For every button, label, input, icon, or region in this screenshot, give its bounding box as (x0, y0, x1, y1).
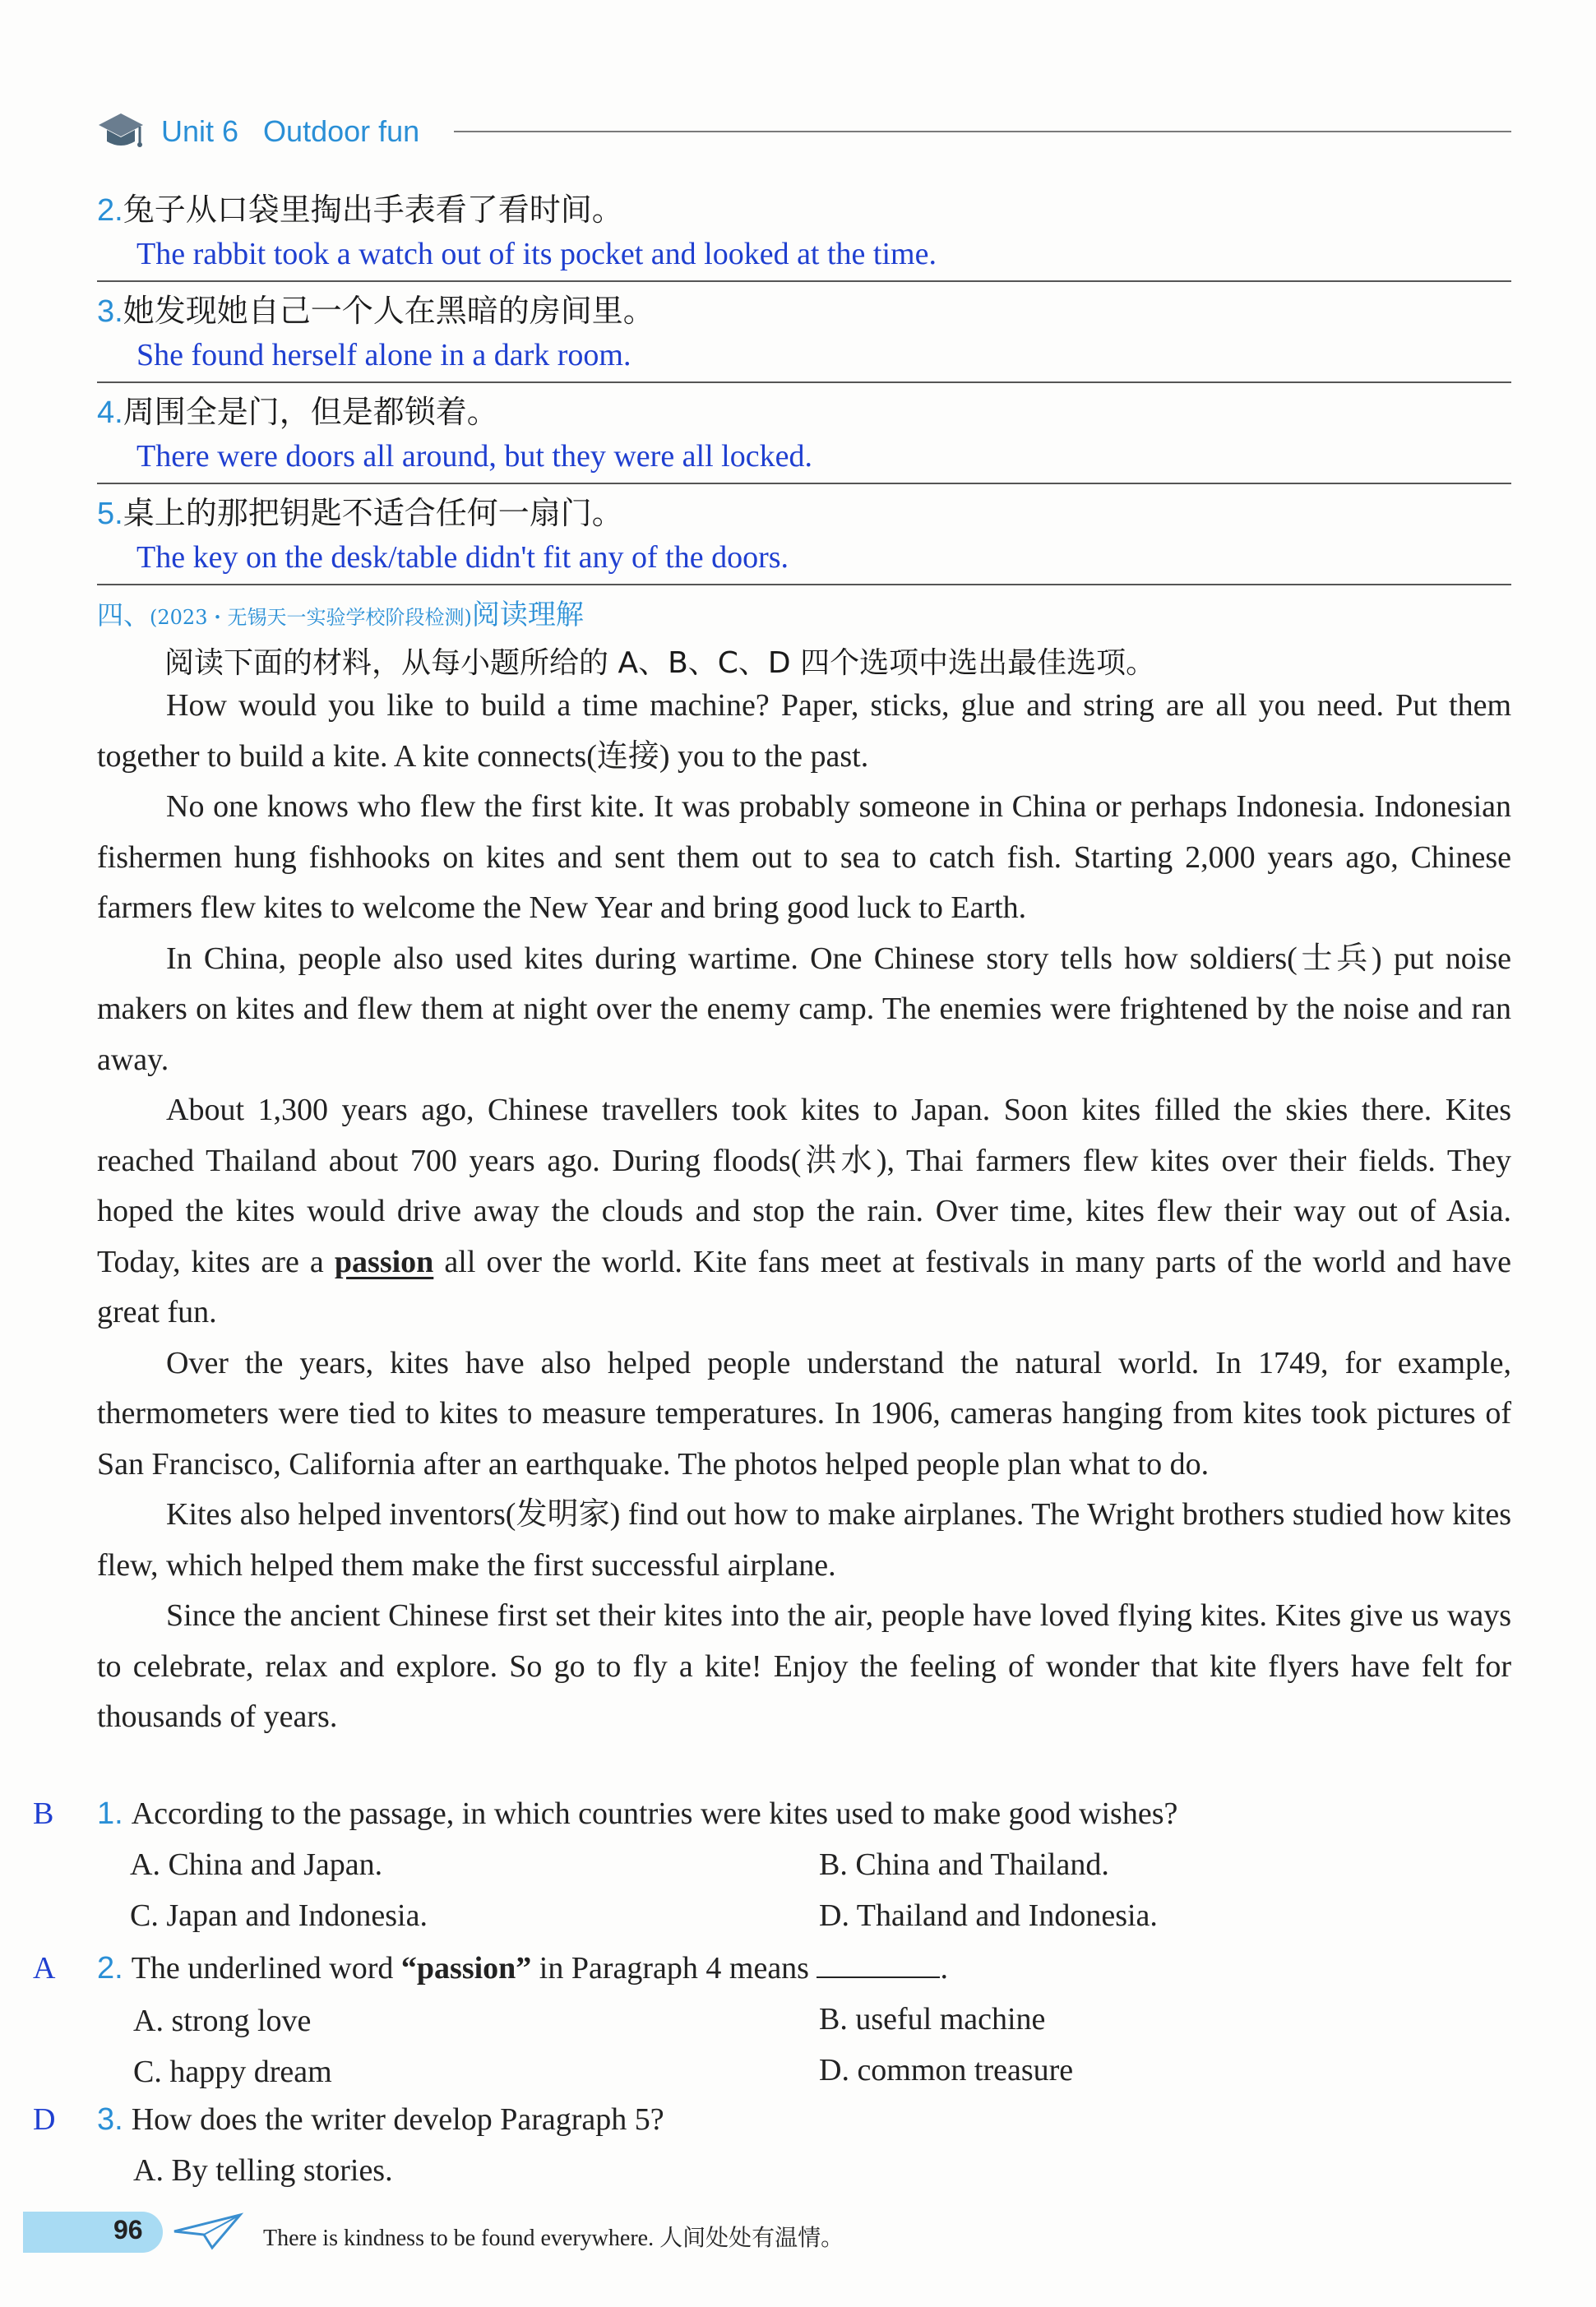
section-heading (97, 592, 584, 632)
reading-passage (97, 681, 1511, 1743)
question-number: 1. (97, 1796, 123, 1831)
question-1 (33, 1796, 1513, 1952)
question-stem (97, 1796, 1177, 1832)
english-answer: There were doors all around, but they were all locked. (136, 439, 812, 474)
answer-line (97, 584, 1511, 585)
option-a: A. China and Japan. (130, 1847, 383, 1882)
option-c: C. happy dream (133, 2055, 332, 2089)
footer-motto: There is kindness to be found everywhere. 人间处处有温情。 (263, 2226, 844, 2251)
answer-letter: B (33, 1796, 54, 1831)
passage-paragraph (97, 1085, 1511, 1338)
option-a: A. By telling stories. (133, 2153, 393, 2188)
item-number: 5. (97, 497, 123, 531)
question-text: The underlined word (131, 1951, 394, 1986)
passage-paragraph: No one knows who flew the first kite. It was probably someone in China or perhaps Indonesia. Indonesian fishermen hung fishhooks on kites and sent them out to sea to catch fish. Starting 2,000 years ago, Chinese farmers flew kites to welcome the New Year and bring good luck to Earth. (97, 789, 1511, 925)
passage-paragraph: In China, people also used kites during wartime. One Chinese story tells how soldiers(士兵) put noise makers on kites and flew them at night over the enemy camp. The enemies were frightened by the noise and ran away. (97, 941, 1511, 1077)
passage-paragraph: How would you like to build a time machine? Paper, sticks, glue and string are all you need. Put them together to build a kite. A kite connects(连接) you to the past. (97, 688, 1511, 774)
translation-item (97, 488, 1511, 585)
chinese-sentence: 她发现她自己一个人在黑暗的房间里。 (123, 293, 655, 329)
question-2 (33, 1950, 1513, 2106)
question-number: 3. (97, 2102, 123, 2137)
passage-text: all over the world. Kite fans meet at festivals in many parts of the world and have great fun. (97, 1244, 1511, 1329)
question-stem (97, 2101, 664, 2138)
quoted-word: “passion” (400, 1951, 532, 1986)
question-text: in Paragraph 4 means (539, 1951, 809, 1986)
answer-letter: A (33, 1951, 56, 1986)
option-b: B. useful machine (819, 2002, 1046, 2037)
item-number: 3. (97, 294, 123, 329)
passage-paragraph: Since the ancient Chinese first set their kites into the air, people have loved flying kites. Kites give us ways to celebrate, relax and explore. So go to fly a kite! Enjoy the feeling of wonder that kite flyers have felt for thousands of years. (97, 1598, 1511, 1734)
option-d: D. Thailand and Indonesia. (819, 1898, 1158, 1933)
underlined-word: passion (334, 1244, 434, 1279)
unit-number: Unit 6 (161, 114, 239, 148)
graduation-cap-icon (97, 110, 145, 153)
page-footer (23, 2207, 1536, 2256)
english-answer: The key on the desk/table didn't fit any of the doors. (136, 540, 789, 575)
option-c: C. Japan and Indonesia. (130, 1898, 428, 1933)
unit-name: Outdoor fun (263, 114, 420, 148)
answer-blank (817, 1952, 940, 1978)
question-number: 2. (97, 1951, 123, 1986)
page-number: 96 (113, 2215, 143, 2245)
passage-paragraph: Over the years, kites have also helped people understand the natural world. In 1749, for example, thermometers were tied to kites to measure temperatures. In 1906, cameras hanging from kites took pictures of San Francisco, California after an earthquake. The photos helped people plan what to do. (97, 1345, 1511, 1482)
option-a: A. strong love (133, 2004, 312, 2038)
chinese-sentence: 兔子从口袋里掏出手表看了看时间。 (123, 192, 623, 228)
chinese-sentence: 周围全是门，但是都锁着。 (123, 394, 498, 430)
english-answer: The rabbit took a watch out of its pocket and looked at the time. (136, 237, 937, 271)
unit-title (161, 114, 444, 149)
paper-airplane-icon (171, 2210, 245, 2253)
section-title: 阅读理解 (471, 599, 584, 631)
option-b: B. China and Thailand. (819, 1847, 1109, 1882)
item-number: 2. (97, 193, 123, 228)
translation-item (97, 285, 1511, 383)
section-instruction: 阅读下面的材料，从每小题所给的 A、B、C、D 四个选项中选出最佳选项。 (164, 646, 1156, 680)
english-answer: She found herself alone in a dark room. (136, 338, 631, 372)
answer-line (97, 483, 1511, 484)
answer-line (97, 381, 1511, 383)
item-number: 4. (97, 395, 123, 430)
answer-letter: D (33, 2102, 56, 2137)
passage-text: About 1,300 years ago, Chinese travellers took kites to Japan. Soon kites filled the skies there. Kites reached Thailand about 700 years ago. During floods(洪水), Thai farmers flew kites over their fields. They hoped the kites would drive away the clouds and stop the rain. Over time, kites flew their way out of Asia. Today, kites are a (97, 1093, 1511, 1279)
translation-item (97, 386, 1511, 484)
translation-item (97, 184, 1511, 282)
question-text: How does the writer develop Paragraph 5? (131, 2102, 664, 2137)
section-number: 四、 (97, 599, 150, 631)
chinese-sentence: 桌上的那把钥匙不适合任何一扇门。 (123, 495, 623, 531)
question-text: According to the passage, in which countries were kites used to make good wishes? (131, 1796, 1178, 1831)
question-3 (33, 2101, 1513, 2200)
answer-line (97, 280, 1511, 282)
passage-paragraph: Kites also helped inventors(发明家) find out how to make airplanes. The Wright brothers studied how kites flew, which helped them make the first successful airplane. (97, 1497, 1511, 1583)
question-stem: 2. The underlined word “passion” in Paragraph 4 means . (97, 1951, 948, 1986)
page-header (97, 107, 1511, 156)
option-d: D. common treasure (819, 2053, 1074, 2087)
header-divider (454, 131, 1511, 132)
section-source: (2023・无锡天一实验学校阶段检测) (150, 606, 472, 629)
